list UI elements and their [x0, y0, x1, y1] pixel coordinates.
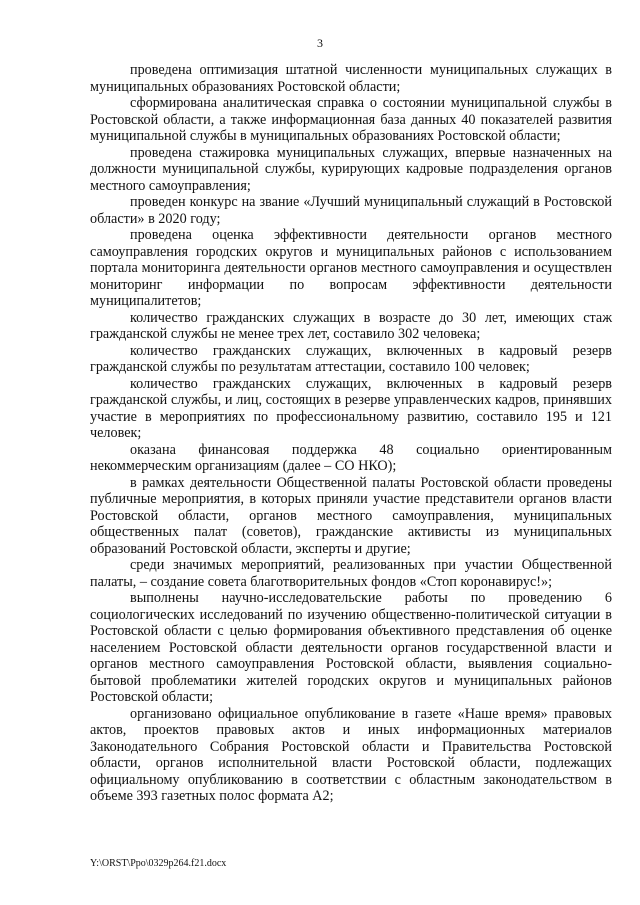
paragraph: количество гражданских служащих, включенных в кадровый резерв гражданской службы по результатам аттестации, составило 100 человек; — [90, 342, 612, 375]
page-number: 3 — [317, 36, 323, 50]
paragraph: проведена оценка эффективности деятельности органов местного самоуправления городских округов и муниципальных районов с использованием портала мониторинга деятельности органов местного самоуправления и осуществлен мониторинг информации по вопросам эффективности деятельности муниципалитетов; — [90, 227, 612, 309]
paragraph: проведена оптимизация штатной численности муниципальных служащих в муниципальных образованиях Ростовской области; — [90, 62, 612, 95]
paragraph: среди значимых мероприятий, реализованных при участии Общественной палаты, – создание совета благотворительных фондов «Стоп коронавирус!»; — [90, 557, 612, 590]
paragraph: в рамках деятельности Общественной палаты Ростовской области проведены публичные мероприятия, в которых приняли участие представители органов власти Ростовской области, органов местного самоуправления, муниципальных общественных палат (советов), гражданские активисты из муниципальных образований Ростовской области, эксперты и другие; — [90, 474, 612, 557]
paragraph: оказана финансовая поддержка 48 социально ориентированным некоммерческим организациям (далее – СО НКО); — [90, 441, 612, 474]
paragraph: количество гражданских служащих, включенных в кадровый резерв гражданской службы, и лиц, состоящих в резерве управленческих кадров, принявших участие в мероприятиях по профессиональному развитию, составило 195 и 121 человек; — [90, 375, 612, 441]
paragraph: проведен конкурс на звание «Лучший муниципальный служащий в Ростовской области» в 2020 году; — [90, 194, 612, 227]
paragraph: сформирована аналитическая справка о состоянии муниципальной службы в Ростовской области, а также информационная база данных 40 показателей развития муниципальной службы в муниципальных образованиях Ростовской области; — [90, 95, 612, 144]
paragraph: количество гражданских служащих в возрасте до 30 лет, имеющих стаж гражданской службы не менее трех лет, составило 302 человека; — [90, 309, 612, 342]
paragraph: проведена стажировка муниципальных служащих, впервые назначенных на должности муниципальной службы, курирующих кадровые подразделения органов местного самоуправления; — [90, 144, 612, 194]
document-body — [90, 62, 612, 805]
file-path-footer: Y:\ORST\Ppo\0329p264.f21.docx — [90, 858, 227, 869]
paragraph: организовано официальное опубликование в газете «Наше время» правовых актов, проектов правовых актов и иных информационных материалов Законодательного Собрания Ростовской области и Правительства Ростовской области, органов исполнительной власти Ростовской области, подлежащих официальному опубликованию в соответствии с областным законодательством в объеме 393 газетных полос формата А2; — [90, 705, 612, 804]
paragraph: выполнены научно-исследовательские работы по проведению 6 социологических исследований по изучению общественно-политической ситуации в Ростовской области с целью формирования объективного представления об оценке населением Ростовской области деятельности органов государственной власти и органов местного самоуправления Ростовской области, выявления социально-бытовой проблематики жителей городских округов и муниципальных районов Ростовской области; — [90, 590, 612, 705]
